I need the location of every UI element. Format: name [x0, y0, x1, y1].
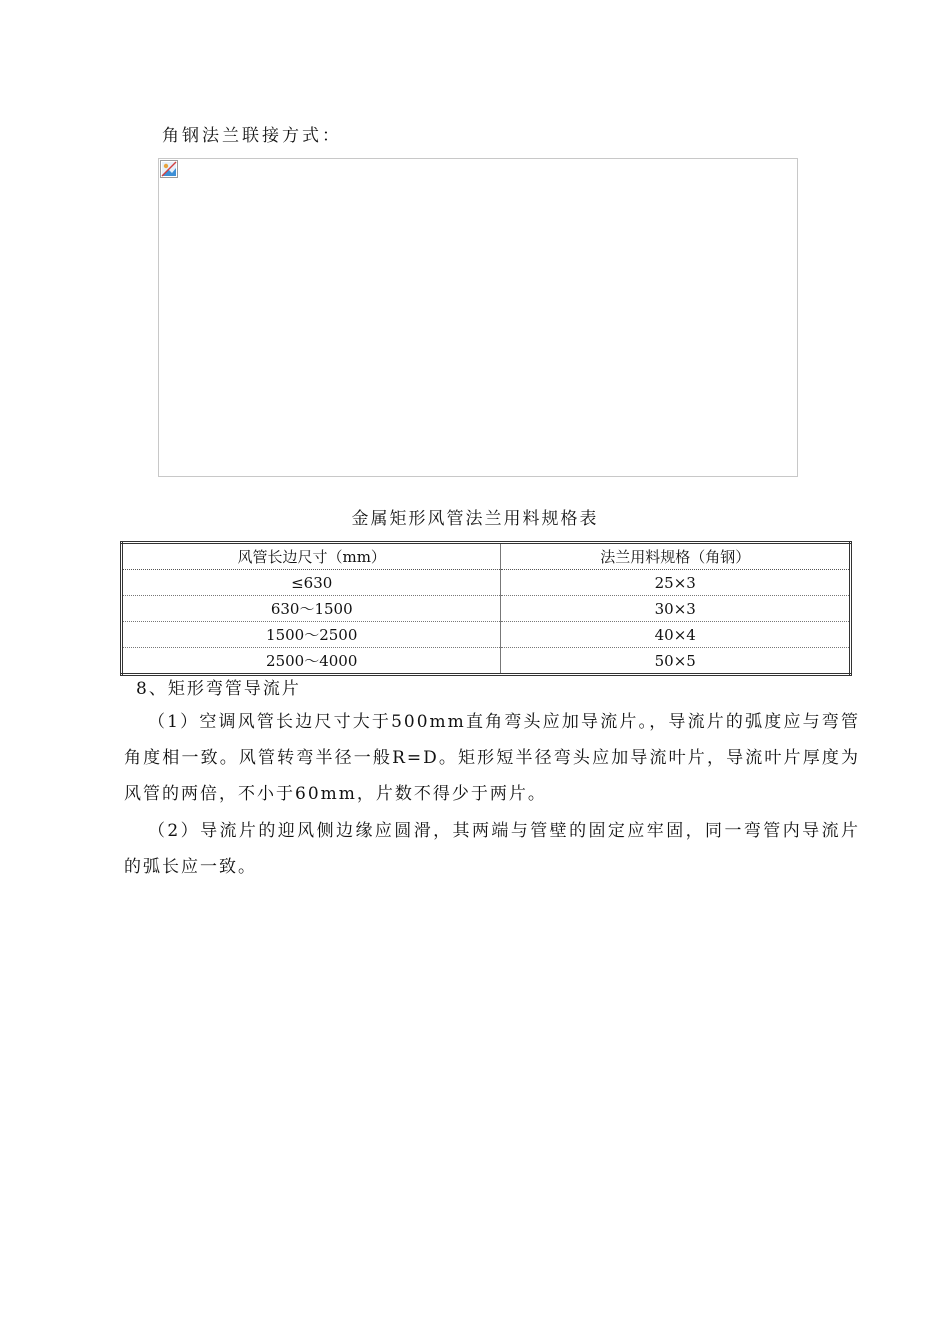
body-paragraph: （1）空调风管长边尺寸大于500mm直角弯头应加导流片。，导流片的弧度应与弯管角度相一致。风管转弯半径一般R=D。矩形短半径弯头应加导流叶片，导流叶片厚度为风管的两倍，不小于60mm，片数不得少于两片。: [124, 712, 860, 804]
image-placeholder: [158, 158, 798, 477]
table-cell: 30×3: [501, 596, 851, 622]
broken-image-icon: [160, 160, 178, 178]
table-cell: 50×5: [501, 648, 851, 675]
table-header-cell: 法兰用料规格（角钢）: [501, 543, 851, 570]
table-caption: 金属矩形风管法兰用料规格表: [351, 509, 599, 529]
table-row: [122, 622, 851, 648]
table-cell: 40×4: [501, 622, 851, 648]
table-header-cell: 风管长边尺寸（mm）: [122, 543, 501, 570]
table-cell: 2500～4000: [122, 648, 501, 675]
section-heading: 角钢法兰联接方式：: [162, 126, 342, 146]
table-row: [122, 570, 851, 596]
table-row: [122, 648, 851, 675]
table-cell: ≤630: [122, 570, 501, 596]
table-header-row: [122, 543, 851, 570]
section-title: 8、矩形弯管导流片: [136, 679, 301, 699]
table-cell: 630～1500: [122, 596, 501, 622]
table-cell: 1500～2500: [122, 622, 501, 648]
table-row: [122, 596, 851, 622]
table-cell: 25×3: [501, 570, 851, 596]
flange-spec-table: [120, 541, 852, 676]
body-paragraph: （2）导流片的迎风侧边缘应圆滑，其两端与管壁的固定应牢固，同一弯管内导流片的弧长应一致。: [124, 821, 860, 877]
